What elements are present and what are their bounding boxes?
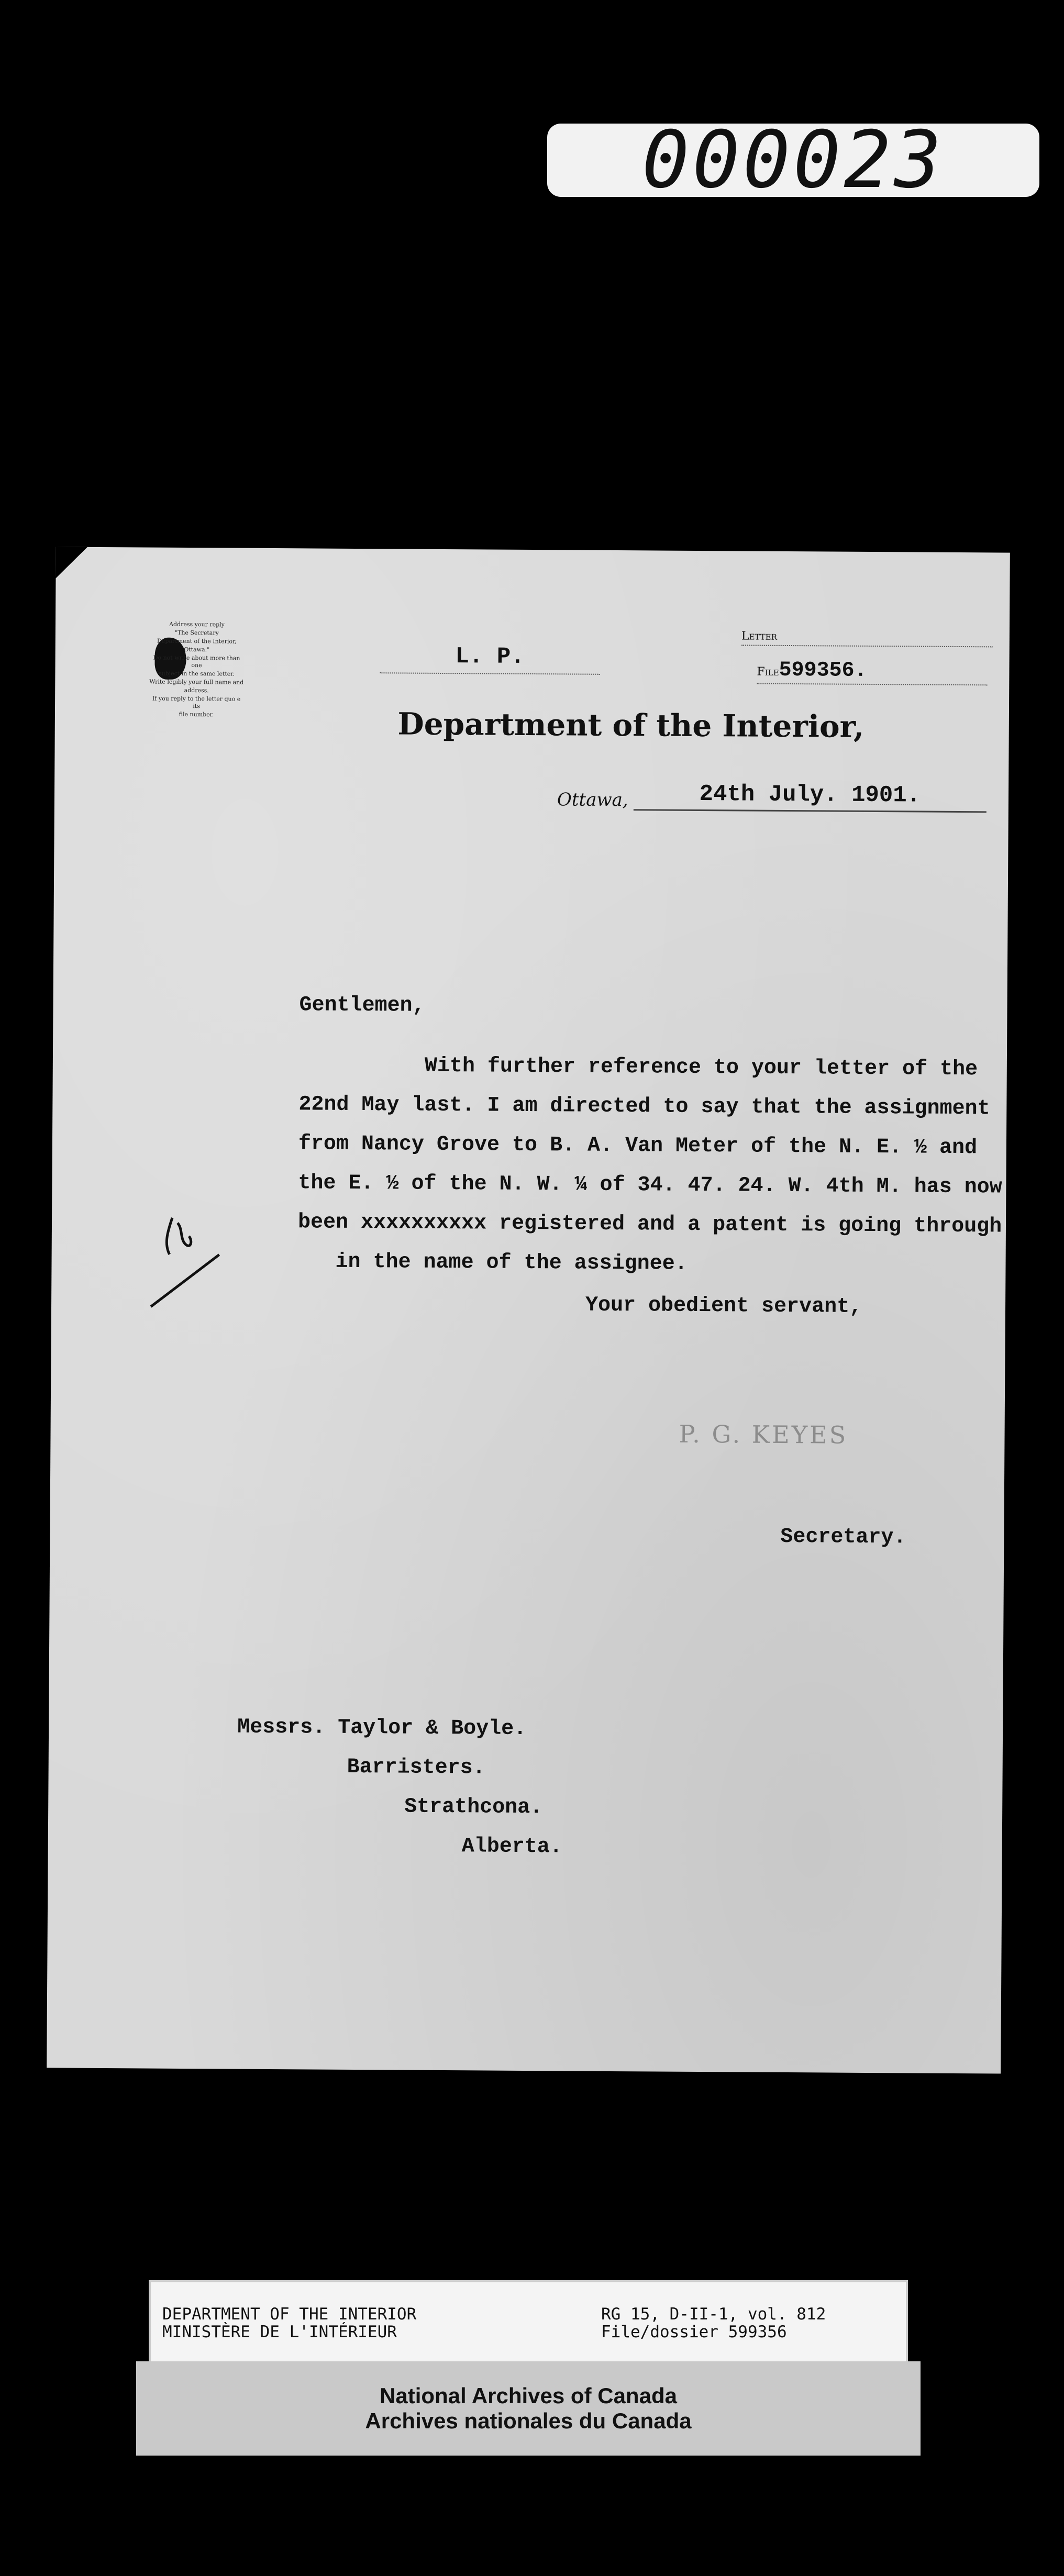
body-line: the E. ½ of the N. W. ¼ of 34. 47. 24. W. 4th M. has now xyxy=(298,1171,1002,1200)
body-line: been xxxxxxxxxx registered and a patent is going through xyxy=(297,1211,1002,1239)
instruction-line: Address your reply xyxy=(169,620,225,628)
record-group: RG 15, D-II-1, vol. 812 xyxy=(601,2305,826,2324)
instruction-line: If you reply to the letter quo e its xyxy=(152,695,241,710)
department-heading: Department of the Interior, xyxy=(397,706,864,745)
reference-code: L. P. xyxy=(380,643,600,675)
letter-number-label: Letter xyxy=(741,629,993,647)
body-line: With further reference to your letter of the xyxy=(298,1053,978,1082)
body-line: from Nancy Grove to B. A. Van Meter of the N. E. ½ and xyxy=(298,1132,978,1160)
city: Ottawa, xyxy=(557,789,628,811)
department-names xyxy=(162,2305,416,2341)
record-reference xyxy=(601,2305,826,2341)
address-line: Barristers. xyxy=(347,1755,485,1780)
instruction-line: address. xyxy=(184,686,209,694)
body-line: in the name of the assignee. xyxy=(297,1250,688,1276)
archives-name-fr: Archives nationales du Canada xyxy=(365,2408,692,2433)
instruction-line: Department of the Interior, xyxy=(157,637,237,645)
date-line xyxy=(557,780,987,813)
archives-name-en: National Archives of Canada xyxy=(380,2383,677,2408)
handwritten-initials xyxy=(140,1196,246,1312)
instruction-line: Do not write about more than one xyxy=(153,654,240,669)
department-name-fr: MINISTÈRE DE L'INTÉRIEUR xyxy=(162,2323,397,2341)
letter-page xyxy=(47,547,1010,2073)
archival-reference-label xyxy=(149,2280,908,2368)
file-number: 599356. xyxy=(779,658,867,683)
instruction-line: subject in the same letter. xyxy=(158,670,235,678)
body-line: 22nd May last. I am directed to say that the assignment xyxy=(298,1093,990,1121)
letter-body xyxy=(297,1046,1003,1285)
department-name-en: DEPARTMENT OF THE INTERIOR xyxy=(162,2305,417,2324)
letter-date: 24th July. 1901. xyxy=(633,781,987,813)
instruction-line: file number. xyxy=(179,710,214,718)
frame-number: 000023 xyxy=(547,124,1039,197)
instruction-line: "The Secretary xyxy=(174,629,219,637)
address-line: Messrs. Taylor & Boyle. xyxy=(237,1715,527,1741)
signature-stamp: P. G. KEYES xyxy=(679,1419,848,1449)
file-dossier: File/dossier 599356 xyxy=(601,2323,787,2341)
signer-title: Secretary. xyxy=(780,1525,906,1550)
instruction-line: Ottawa." xyxy=(184,646,210,653)
closing: Your obedient servant, xyxy=(585,1293,862,1319)
reply-instructions xyxy=(149,621,244,720)
address-line: Strathcona. xyxy=(404,1795,543,1820)
instruction-line: Write legibly your full name and xyxy=(149,678,244,686)
file-label: File xyxy=(757,665,779,679)
file-number-field xyxy=(757,659,987,686)
address-line: Alberta. xyxy=(461,1835,562,1859)
page-fold-corner xyxy=(56,547,87,578)
salutation: Gentlemen, xyxy=(299,993,425,1018)
archives-banner xyxy=(136,2361,921,2456)
